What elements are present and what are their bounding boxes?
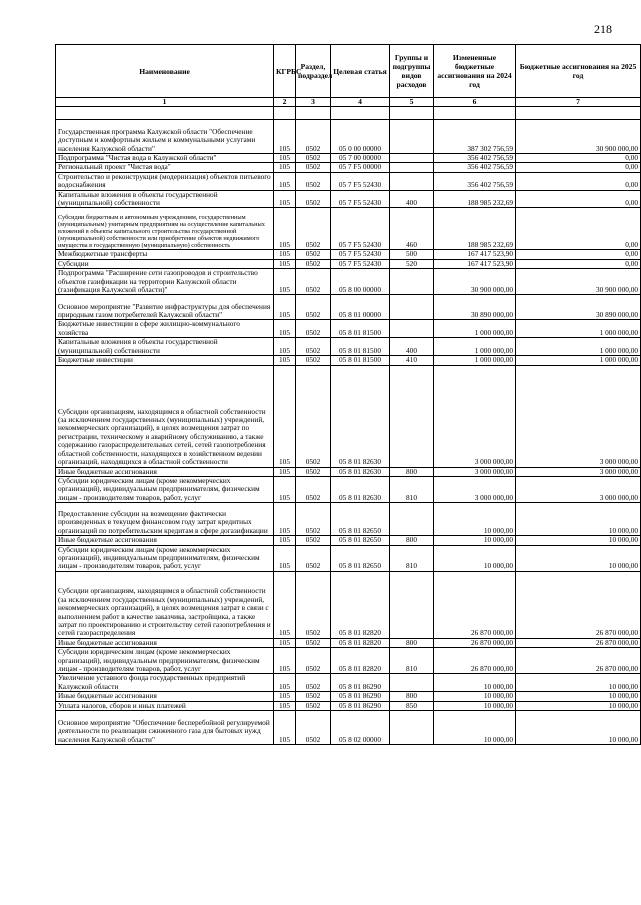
row-target-article: 05 8 01 82650 [331, 536, 390, 545]
row-amount-2025: 3 000 000,00 [516, 365, 641, 467]
row-amount-2025: 0,00 [516, 208, 641, 250]
row-expense-group: 800 [390, 692, 434, 701]
row-target-article: 05 8 01 82630 [331, 365, 390, 467]
row-amount-2025: 1 000 000,00 [516, 320, 641, 338]
row-expense-group [390, 503, 434, 536]
row-amount-2024: 10 000,00 [434, 545, 516, 571]
row-amount-2025: 30 900 000,00 [516, 120, 641, 154]
row-amount-2025: 10 000,00 [516, 711, 641, 745]
row-target-article: 05 8 01 81500 [331, 320, 390, 338]
row-amount-2024: 10 000,00 [434, 711, 516, 745]
table-row [56, 365, 641, 467]
row-expense-group: 400 [390, 338, 434, 356]
row-name: Государственная программа Калужской области "Обеспечение доступным и комфортным жильем и коммунальными услугами населения Калужской области" [56, 120, 274, 154]
table-row [56, 711, 641, 745]
row-expense-group: 520 [390, 259, 434, 268]
row-amount-2025: 26 870 000,00 [516, 648, 641, 674]
row-kgrbs: 105 [274, 208, 296, 250]
row-name: Основное мероприятие "Развитие инфраструктуры для обеспечения природным газом потребителей Калужской области" [56, 295, 274, 320]
row-name: Основное мероприятие "Обеспечение бесперебойной регулируемой деятельности по реализации сжиженного газа для бытовых нужд населения Калужской области" [56, 711, 274, 745]
row-kgrbs: 105 [274, 338, 296, 356]
row-amount-2024: 26 870 000,00 [434, 648, 516, 674]
row-amount-2025: 10 000,00 [516, 674, 641, 692]
row-target-article: 05 8 01 00000 [331, 295, 390, 320]
row-kgrbs: 105 [274, 172, 296, 190]
row-expense-group [390, 711, 434, 745]
row-amount-2024: 387 302 756,59 [434, 120, 516, 154]
row-target-article: 05 7 F5 52430 [331, 208, 390, 250]
row-section: 0502 [296, 190, 331, 208]
row-kgrbs: 105 [274, 190, 296, 208]
row-target-article: 05 8 01 82630 [331, 476, 390, 502]
row-amount-2025: 0,00 [516, 250, 641, 259]
row-amount-2025: 10 000,00 [516, 503, 641, 536]
row-name: Строительство и реконструкция (модернизация) объектов питьевого водоснабжения [56, 172, 274, 190]
row-kgrbs: 105 [274, 638, 296, 647]
row-expense-group: 800 [390, 638, 434, 647]
row-name: Капитальные вложения в объекты государственной (муниципальной) собственности [56, 190, 274, 208]
row-expense-group [390, 365, 434, 467]
row-target-article: 05 8 01 82820 [331, 638, 390, 647]
row-target-article [331, 107, 390, 120]
row-kgrbs: 105 [274, 545, 296, 571]
row-name: Субсидии юридическим лицам (кроме некоммерческих организаций), индивидуальным предпринимателям, физическим лицам - производителям товаров, работ, услуг [56, 648, 274, 674]
row-amount-2025: 10 000,00 [516, 701, 641, 710]
column-number: 1 [56, 98, 274, 107]
row-section: 0502 [296, 674, 331, 692]
row-target-article: 05 7 F5 52430 [331, 190, 390, 208]
row-amount-2025: 1 000 000,00 [516, 356, 641, 365]
table-header [56, 45, 641, 107]
row-amount-2024: 188 985 232,69 [434, 190, 516, 208]
row-name: Бюджетные инвестиции в сфере жилищно-коммунального хозяйства [56, 320, 274, 338]
row-kgrbs: 105 [274, 320, 296, 338]
row-section: 0502 [296, 536, 331, 545]
row-name: Субсидии организациям, находящимся в областной собственности (за исключением государственных (муниципальных) учреждений, некоммерческих организаций), в целях возмещения затрат по регистрации, техническому и аварийному обслуживанию, а также содержанию газораспределительных сетей, сетей газопотребления областной собственности, находящихся в хозяйственном ведении организаций, находящихся в областной собственности [56, 365, 274, 467]
row-section: 0502 [296, 711, 331, 745]
row-expense-group: 410 [390, 356, 434, 365]
table-row [56, 107, 641, 120]
row-expense-group: 500 [390, 250, 434, 259]
row-target-article: 05 8 01 86290 [331, 701, 390, 710]
header-kgrbs: КГРБС [274, 45, 296, 98]
row-name: Бюджетные инвестиции [56, 356, 274, 365]
row-target-article: 05 8 00 00000 [331, 269, 390, 295]
row-section: 0502 [296, 503, 331, 536]
column-number: 5 [390, 98, 434, 107]
table-row [56, 536, 641, 545]
table-row [56, 571, 641, 638]
row-amount-2025: 0,00 [516, 259, 641, 268]
table-row [56, 172, 641, 190]
table-row [56, 674, 641, 692]
row-kgrbs: 105 [274, 701, 296, 710]
row-amount-2024: 26 870 000,00 [434, 571, 516, 638]
row-expense-group [390, 320, 434, 338]
row-expense-group: 850 [390, 701, 434, 710]
row-name: Увеличение уставного фонда государственных предприятий Калужской области [56, 674, 274, 692]
row-expense-group [390, 120, 434, 154]
row-name: Иные бюджетные ассигнования [56, 467, 274, 476]
row-amount-2024: 356 402 756,59 [434, 172, 516, 190]
page-number: 218 [594, 22, 612, 36]
row-section: 0502 [296, 172, 331, 190]
row-expense-group: 810 [390, 545, 434, 571]
row-name: Субсидии организациям, находящимся в областной собственности (за исключением государственных (муниципальных) учреждений, некоммерческих организаций), в целях возмещения затрат в связи с выполнением работ в качестве заказчика, застройщика, а также затрат по проектированию и строительству сетей газопотребления и сетей газораспределения [56, 571, 274, 638]
row-expense-group [390, 154, 434, 163]
row-target-article: 05 8 01 82820 [331, 648, 390, 674]
row-kgrbs: 105 [274, 467, 296, 476]
row-target-article: 05 8 01 81500 [331, 338, 390, 356]
row-amount-2025: 0,00 [516, 154, 641, 163]
row-kgrbs: 105 [274, 250, 296, 259]
row-expense-group: 800 [390, 536, 434, 545]
row-section: 0502 [296, 120, 331, 154]
table-row [56, 250, 641, 259]
row-kgrbs: 105 [274, 259, 296, 268]
row-amount-2024: 167 417 523,90 [434, 259, 516, 268]
row-name: Субсидии юридическим лицам (кроме некоммерческих организаций), индивидуальным предпринимателям, физическим лицам - производителям товаров, работ, услуг [56, 545, 274, 571]
row-expense-group [390, 674, 434, 692]
row-name: Региональный проект "Чистая вода" [56, 163, 274, 172]
row-kgrbs: 105 [274, 503, 296, 536]
row-amount-2024: 1 000 000,00 [434, 338, 516, 356]
row-name: Иные бюджетные ассигнования [56, 692, 274, 701]
column-number: 4 [331, 98, 390, 107]
row-kgrbs: 105 [274, 536, 296, 545]
row-amount-2024: 167 417 523,90 [434, 250, 516, 259]
row-amount-2025: 10 000,00 [516, 692, 641, 701]
row-amount-2025: 30 890 000,00 [516, 295, 641, 320]
table-row [56, 692, 641, 701]
row-amount-2025: 26 870 000,00 [516, 638, 641, 647]
row-section: 0502 [296, 365, 331, 467]
row-amount-2024: 30 890 000,00 [434, 295, 516, 320]
row-section: 0502 [296, 208, 331, 250]
column-number: 3 [296, 98, 331, 107]
row-section: 0502 [296, 163, 331, 172]
row-expense-group [390, 107, 434, 120]
row-amount-2024: 30 900 000,00 [434, 269, 516, 295]
row-kgrbs: 105 [274, 571, 296, 638]
header-name: Наименование [56, 45, 274, 98]
row-section: 0502 [296, 638, 331, 647]
row-kgrbs: 105 [274, 120, 296, 154]
table-row [56, 269, 641, 295]
header-groups: Группы и подгруппы видов расходов [390, 45, 434, 98]
row-expense-group [390, 163, 434, 172]
column-number: 2 [274, 98, 296, 107]
row-section: 0502 [296, 269, 331, 295]
row-kgrbs [274, 107, 296, 120]
row-expense-group: 810 [390, 476, 434, 502]
table-row [56, 503, 641, 536]
row-kgrbs: 105 [274, 365, 296, 467]
row-section: 0502 [296, 356, 331, 365]
row-amount-2025: 3 000 000,00 [516, 476, 641, 502]
table-body [56, 107, 641, 745]
row-kgrbs: 105 [274, 295, 296, 320]
header-target: Целевая статья [331, 45, 390, 98]
row-expense-group [390, 295, 434, 320]
row-amount-2024 [434, 107, 516, 120]
row-target-article: 05 8 01 82650 [331, 503, 390, 536]
budget-table [55, 44, 641, 745]
row-name: Подпрограмма "Расширение сети газопроводов и строительство объектов газификации на территории Калужской области (газификация Калужской области)" [56, 269, 274, 295]
table-row [56, 356, 641, 365]
row-kgrbs: 105 [274, 648, 296, 674]
row-section: 0502 [296, 692, 331, 701]
row-expense-group [390, 269, 434, 295]
table-row [56, 320, 641, 338]
row-name [56, 107, 274, 120]
row-kgrbs: 105 [274, 711, 296, 745]
row-section: 0502 [296, 571, 331, 638]
row-target-article: 05 8 01 81500 [331, 356, 390, 365]
row-name: Подпрограмма "Чистая вода в Калужской области" [56, 154, 274, 163]
row-kgrbs: 105 [274, 674, 296, 692]
row-amount-2024: 10 000,00 [434, 692, 516, 701]
row-target-article: 05 8 01 82650 [331, 545, 390, 571]
row-amount-2025: 0,00 [516, 172, 641, 190]
row-expense-group: 400 [390, 190, 434, 208]
header-section: Раздел, подраздел [296, 45, 331, 98]
row-amount-2025: 0,00 [516, 163, 641, 172]
row-amount-2025: 10 000,00 [516, 545, 641, 571]
row-section: 0502 [296, 338, 331, 356]
row-amount-2025: 3 000 000,00 [516, 467, 641, 476]
row-amount-2024: 26 870 000,00 [434, 638, 516, 647]
row-amount-2024: 3 000 000,00 [434, 467, 516, 476]
row-kgrbs: 105 [274, 154, 296, 163]
row-target-article: 05 8 01 82630 [331, 467, 390, 476]
row-amount-2024: 10 000,00 [434, 674, 516, 692]
row-expense-group: 800 [390, 467, 434, 476]
row-expense-group [390, 571, 434, 638]
row-section: 0502 [296, 250, 331, 259]
header-budget-2025: Бюджетные ассигнования на 2025 год [516, 45, 641, 98]
row-amount-2024: 3 000 000,00 [434, 476, 516, 502]
row-name: Субсидии бюджетным и автономным учреждениям, государственным (муниципальным) унитарным предприятиям на осуществление капитальных вложений в объекты капитального строительства государственной (муниципальной) собственности или приобретение объектов недвижимого имущества в государственную (муниципальную) собственность [56, 208, 274, 250]
row-amount-2025: 26 870 000,00 [516, 571, 641, 638]
column-number: 7 [516, 98, 641, 107]
row-section: 0502 [296, 295, 331, 320]
row-kgrbs: 105 [274, 163, 296, 172]
row-section: 0502 [296, 545, 331, 571]
row-target-article: 05 7 F5 52430 [331, 172, 390, 190]
row-section [296, 107, 331, 120]
row-amount-2024: 188 985 232,69 [434, 208, 516, 250]
table-row [56, 648, 641, 674]
row-section: 0502 [296, 259, 331, 268]
row-target-article: 05 7 F5 00000 [331, 163, 390, 172]
row-amount-2024: 3 000 000,00 [434, 365, 516, 467]
row-amount-2025: 1 000 000,00 [516, 338, 641, 356]
row-amount-2025: 30 900 000,00 [516, 269, 641, 295]
row-amount-2025: 10 000,00 [516, 536, 641, 545]
row-target-article: 05 8 01 86290 [331, 692, 390, 701]
row-amount-2025: 0,00 [516, 190, 641, 208]
row-section: 0502 [296, 648, 331, 674]
row-amount-2024: 10 000,00 [434, 536, 516, 545]
table-row [56, 120, 641, 154]
row-target-article: 05 7 F5 52430 [331, 259, 390, 268]
row-target-article: 05 8 01 86290 [331, 674, 390, 692]
table-row [56, 545, 641, 571]
row-target-article: 05 7 00 00000 [331, 154, 390, 163]
row-section: 0502 [296, 467, 331, 476]
row-name: Межбюджетные трансферты [56, 250, 274, 259]
table-row [56, 467, 641, 476]
table-row [56, 701, 641, 710]
row-amount-2024: 1 000 000,00 [434, 320, 516, 338]
header-changed-2024: Измененные бюджетные ассигнования на 2024 год [434, 45, 516, 98]
row-amount-2024: 356 402 756,59 [434, 163, 516, 172]
row-kgrbs: 105 [274, 476, 296, 502]
row-name: Уплата налогов, сборов и иных платежей [56, 701, 274, 710]
row-target-article: 05 7 F5 52430 [331, 250, 390, 259]
row-kgrbs: 105 [274, 356, 296, 365]
row-section: 0502 [296, 701, 331, 710]
table-row [56, 208, 641, 250]
row-name: Субсидии юридическим лицам (кроме некоммерческих организаций), индивидуальным предпринимателям, физическим лицам - производителям товаров, работ, услуг [56, 476, 274, 502]
row-expense-group: 460 [390, 208, 434, 250]
row-name: Субсидии [56, 259, 274, 268]
row-section: 0502 [296, 154, 331, 163]
table-row [56, 476, 641, 502]
row-name: Предоставление субсидии на возмещение фактически произведенных в текущем финансовом году затрат кредитных организаций по потребительским кредитам в сфере догазификации [56, 503, 274, 536]
row-amount-2025 [516, 107, 641, 120]
row-target-article: 05 0 00 00000 [331, 120, 390, 154]
row-expense-group [390, 172, 434, 190]
table-row [56, 190, 641, 208]
row-name: Иные бюджетные ассигнования [56, 638, 274, 647]
row-amount-2024: 10 000,00 [434, 503, 516, 536]
row-amount-2024: 1 000 000,00 [434, 356, 516, 365]
row-name: Иные бюджетные ассигнования [56, 536, 274, 545]
table-row [56, 295, 641, 320]
row-amount-2024: 356 402 756,59 [434, 154, 516, 163]
row-section: 0502 [296, 476, 331, 502]
row-target-article: 05 8 02 00000 [331, 711, 390, 745]
table-row [56, 338, 641, 356]
row-target-article: 05 8 01 82820 [331, 571, 390, 638]
row-kgrbs: 105 [274, 692, 296, 701]
column-number: 6 [434, 98, 516, 107]
row-expense-group: 810 [390, 648, 434, 674]
table-row [56, 163, 641, 172]
row-kgrbs: 105 [274, 269, 296, 295]
row-name: Капитальные вложения в объекты государственной (муниципальной) собственности [56, 338, 274, 356]
row-section: 0502 [296, 320, 331, 338]
row-amount-2024: 10 000,00 [434, 701, 516, 710]
